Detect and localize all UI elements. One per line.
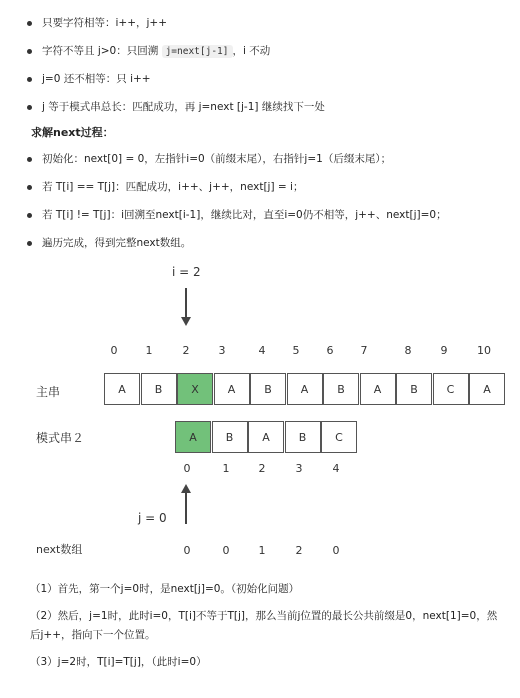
bullet-item: j 等于模式串总长：匹配成功，再 j=next [j-1] 继续找下一处 xyxy=(24,99,504,127)
main-char-cell: B xyxy=(250,373,286,405)
main-index: 10 xyxy=(477,344,491,357)
pattern-char-cell: A xyxy=(175,421,211,453)
next-value: 1 xyxy=(258,544,266,557)
main-char-cell: A xyxy=(104,373,140,405)
pattern-index: 1 xyxy=(222,462,230,475)
arrow-down-icon xyxy=(181,317,191,326)
next-value: 2 xyxy=(295,544,303,557)
pattern-char-cell: C xyxy=(321,421,357,453)
bullet-item: 遍历完成，得到完整next数组。 xyxy=(24,235,504,263)
pointer-i-arrow xyxy=(185,288,187,319)
main-char-cell: C xyxy=(433,373,469,405)
main-char-cell: B xyxy=(323,373,359,405)
main-index: 2 xyxy=(182,344,190,357)
pattern-label: 模式串２ xyxy=(36,431,85,445)
pattern-index: 3 xyxy=(295,462,303,475)
main-index: 4 xyxy=(258,344,266,357)
bullet-item: 字符不等且 j>0：只回溯 j=next[j-1] ，i 不动 xyxy=(24,43,504,71)
inline-code: j=next[j-1] xyxy=(162,45,233,58)
main-char-cell: B xyxy=(141,373,177,405)
main-char-cell: A xyxy=(360,373,396,405)
pattern-char-cell: A xyxy=(248,421,284,453)
bullet-list-bottom xyxy=(24,151,504,263)
kmp-diagram xyxy=(0,255,520,565)
main-string-label: 主串 xyxy=(36,385,61,399)
pattern-char-cell: B xyxy=(285,421,321,453)
paragraph: （1）首先，第一个j=0时，是next[j]=0。（初始化问题） xyxy=(30,583,300,595)
bullet-item: 若 T[i] == T[j]：匹配成功，i++、j++，next[j] = i； xyxy=(24,179,504,207)
next-value: 0 xyxy=(222,544,230,557)
main-index: 3 xyxy=(218,344,226,357)
main-char-cell: A xyxy=(287,373,323,405)
main-index: 5 xyxy=(292,344,300,357)
pattern-char-cell: B xyxy=(212,421,248,453)
pointer-j-label: j = 0 xyxy=(138,511,167,525)
bullet-item: j=0 还不相等：只 i++ xyxy=(24,71,504,99)
main-char-cell: B xyxy=(396,373,432,405)
next-value: 0 xyxy=(332,544,340,557)
bullet-item: 初始化：next[0] = 0，左指针i=0（前缀末尾），右指针j=1（后缀末尾）； xyxy=(24,151,504,179)
main-index: 7 xyxy=(360,344,368,357)
main-index: 6 xyxy=(326,344,334,357)
pattern-index: 4 xyxy=(332,462,340,475)
main-char-cell: A xyxy=(469,373,505,405)
pointer-j-arrow xyxy=(185,492,187,524)
bullet-item: 只要字符相等：i++，j++ xyxy=(24,15,504,43)
main-index: 1 xyxy=(145,344,153,357)
bullet-item: 若 T[i] != T[j]：i回溯至next[i-1]，继续比对，直至i=0仍不相等，j++、next[j]=0； xyxy=(24,207,504,235)
next-array-label: next数组 xyxy=(36,543,83,556)
main-index: 0 xyxy=(110,344,118,357)
pointer-i-label: i = 2 xyxy=(172,265,201,279)
main-char-cell: X xyxy=(177,373,213,405)
paragraph: （3）j=2时，T[i]=T[j]，（此时i=0） xyxy=(30,656,207,668)
pattern-index: 2 xyxy=(258,462,266,475)
bullet-list-top xyxy=(24,15,504,127)
main-index: 8 xyxy=(404,344,412,357)
main-char-cell: A xyxy=(214,373,250,405)
main-index: 9 xyxy=(440,344,448,357)
next-value: 0 xyxy=(183,544,191,557)
section-heading: 求解next过程： xyxy=(31,126,114,139)
pattern-index: 0 xyxy=(183,462,191,475)
paragraph: （2）然后，j=1时，此时i=0，T[i]不等于T[j]，那么当前j位置的最长公共前缀是0，next[1]=0，然后j++，指向下一个位置。 xyxy=(30,610,498,641)
